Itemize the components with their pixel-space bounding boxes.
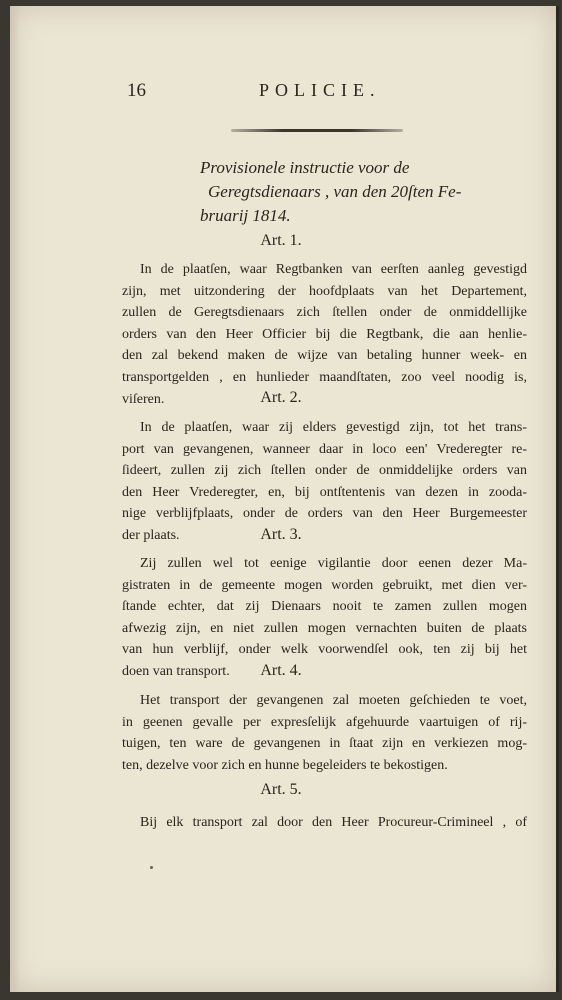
text-line: in geenen gevalle per expresſelijk afgehuurde vaartuigen of rij- (122, 714, 527, 730)
paper-speck (150, 866, 153, 869)
text-line: transportgelden , en hunlieder maandſtaten, zoo veel noodig is, (122, 369, 527, 385)
article-heading: Art. 5. (260, 781, 302, 798)
text-line: der plaats. (122, 527, 180, 543)
text-line: den Heer Vrederegter, en, bij ontſtentenis van dezen in zooda- (122, 484, 527, 500)
text-line: den zal bekend maken de wijze van betaling hunner week- en (122, 348, 527, 364)
text-line: doen van transport. (122, 663, 230, 679)
text-line: port van gevangenen, wanneer daar in loco een' Vrederegter re- (122, 441, 527, 457)
page-number: 16 (127, 80, 146, 101)
text-line: afwezig zijn, en niet zullen mogen vernachten buiten de plaats (122, 620, 527, 636)
text-line: nige verblijfplaats, onder de orders van den Heer Burgemeester (122, 506, 527, 522)
page-gutter-shadow (10, 6, 20, 992)
article-paragraph (122, 259, 527, 410)
text-line: gistraten in de gemeente mogen worden gebruikt, met dien ver- (122, 577, 527, 593)
text-line: In de plaatſen, waar zij elders gevestigd zijn, tot het trans- (140, 420, 527, 435)
running-title: POLICIE. (259, 80, 381, 100)
text-line: tuigen, ten ware de gevangenen in ſtaat zijn en verkiezen mog- (122, 736, 527, 752)
text-line: Het transport der gevangenen zal moeten geſchieden te voet, (140, 693, 527, 708)
page-header (0, 80, 562, 104)
text-line: Zij zullen wel tot eenige vigilantie door eenen dezer Ma- (140, 556, 527, 571)
text-line: viſeren. (122, 391, 165, 407)
text-line: zullen de Geregtsdienaars zich ſtellen onder de onmiddellijke (122, 305, 527, 321)
text-line: orders van den Heer Officier bij die Regtbank, die aan henlie- (122, 326, 527, 342)
document-title (198, 156, 528, 228)
text-line: Bij elk transport zal door den Heer Procureur-Crimineel , of (140, 815, 527, 830)
ornamental-rule (231, 129, 403, 132)
title-line: bruarij 1814. (200, 206, 291, 225)
text-line: ſideert, zullen zij zich ſtellen onder de onmiddelijke orders van (122, 463, 527, 479)
article-heading: Art. 2. (260, 389, 302, 406)
text-line: zijn, met uitzondering der hoofdplaats van het Departement, (122, 283, 527, 299)
article-heading: Art. 4. (260, 662, 302, 679)
article-paragraph (122, 690, 527, 776)
article-heading: Art. 1. (260, 232, 302, 249)
text-line: ten, dezelve voor zich en hunne begeleiders te bekostigen. (122, 757, 448, 773)
title-line: Provisionele instructie voor de (200, 158, 410, 177)
text-line: In de plaatſen, waar Regtbanken van eerſten aanleg gevestigd (140, 262, 527, 277)
title-line: Geregtsdienaars , van den 20ſten Fe- (208, 182, 462, 201)
text-line: ſtande echter, dat zij Dienaars nooit te zamen zullen mogen (122, 599, 527, 615)
article-heading: Art. 3. (260, 526, 302, 543)
text-line: van hun verblijf, onder welk voorwendſel ook, ten zij bij het (122, 642, 527, 658)
article-paragraph (122, 812, 527, 834)
